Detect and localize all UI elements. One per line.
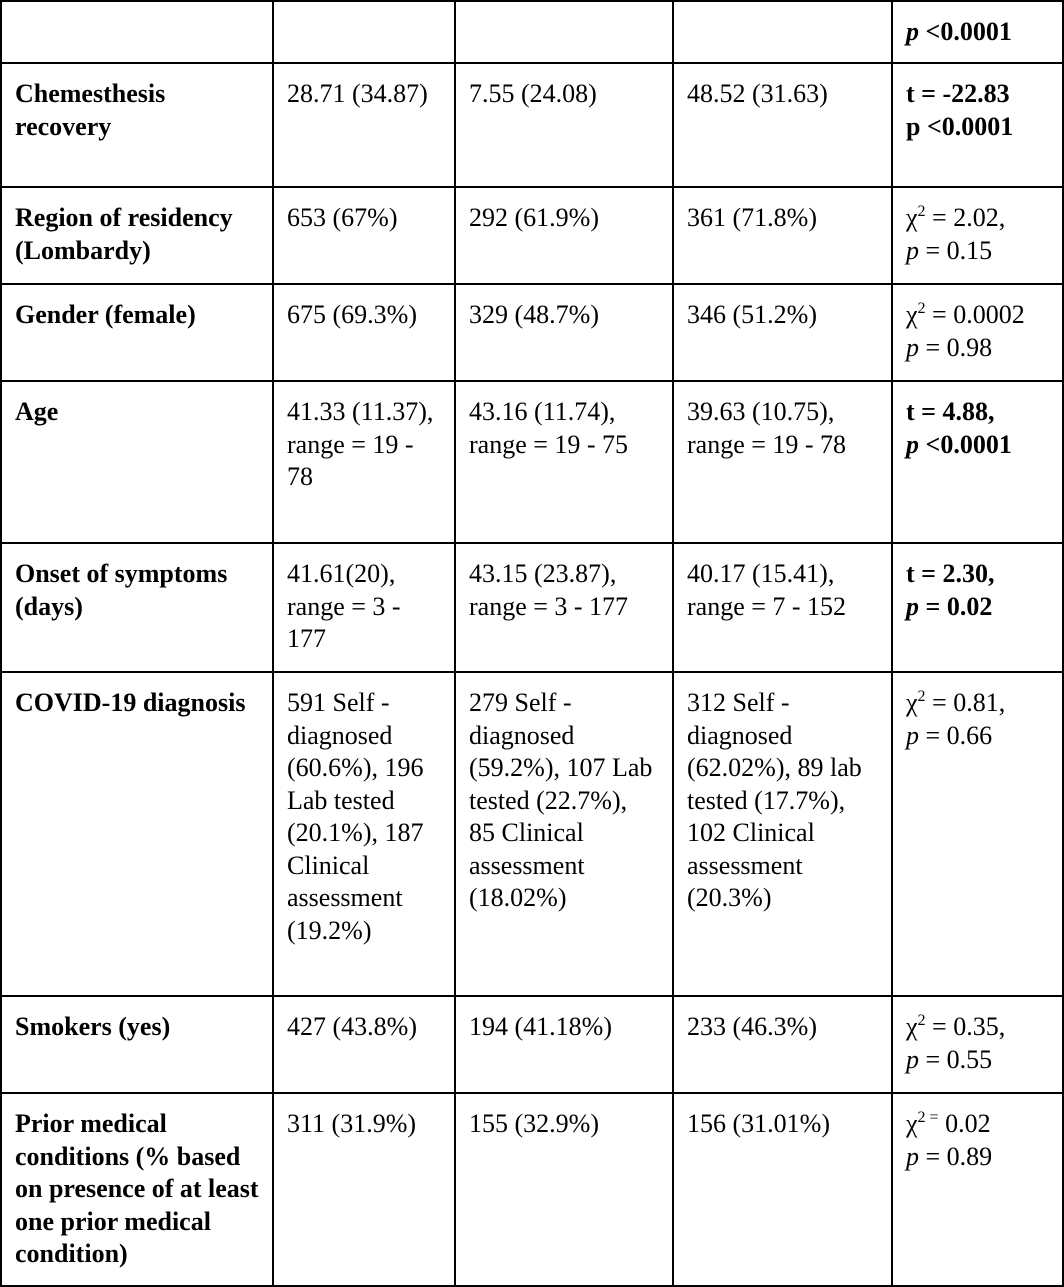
total-cell: 675 (69.3%)	[273, 284, 455, 381]
table-row	[1, 381, 1063, 543]
chi-symbol: χ	[906, 688, 918, 717]
group2-cell	[673, 1, 892, 63]
table-row	[1, 1093, 1063, 1286]
chi-superscript: 2 =	[917, 1109, 939, 1126]
p-symbol: p	[906, 332, 919, 362]
table-row	[1, 1, 1063, 63]
chi-symbol: χ	[906, 203, 918, 232]
chi-superscript: 2	[917, 203, 926, 220]
chi-value: = 0.81,	[925, 688, 1006, 717]
row-label-cell: Chemesthesis recovery	[1, 63, 273, 187]
chi-value: = 0.35,	[925, 1012, 1006, 1041]
group2-cell: 39.63 (10.75), range = 19 - 78	[673, 381, 892, 543]
p-symbol: p	[906, 1044, 919, 1074]
total-cell: 653 (67%)	[273, 187, 455, 284]
t-statistic: t = -22.83	[906, 79, 1010, 108]
group1-cell: 7.55 (24.08)	[455, 63, 673, 187]
chi-symbol: χ	[906, 1109, 918, 1138]
statistic-cell	[892, 284, 1063, 381]
p-value: = 0.02	[919, 591, 993, 621]
statistic-cell	[892, 187, 1063, 284]
row-label-cell: Prior medical conditions (% based on presence of at least one prior medical condition)	[1, 1093, 273, 1286]
p-value: = 0.55	[919, 1044, 993, 1074]
chi-symbol: χ	[906, 300, 918, 329]
p-symbol: p	[906, 17, 919, 46]
table-row	[1, 996, 1063, 1093]
group1-cell: 329 (48.7%)	[455, 284, 673, 381]
chi-value: 0.02	[938, 1109, 991, 1138]
t-statistic: t = 2.30,	[906, 559, 995, 588]
p-value: = 0.15	[919, 235, 993, 265]
table-row	[1, 543, 1063, 672]
total-cell: 591 Self - diagnosed (60.6%), 196 Lab tested (20.1%), 187 Clinical assessment (19.2%)	[273, 672, 455, 996]
row-label-cell: Gender (female)	[1, 284, 273, 381]
row-label-cell: Region of residency (Lombardy)	[1, 187, 273, 284]
group2-cell: 312 Self - diagnosed (62.02%), 89 lab tested (17.7%), 102 Clinical assessment (20.3%)	[673, 672, 892, 996]
statistic-cell	[892, 672, 1063, 996]
p-symbol: p	[906, 429, 919, 459]
total-cell: 28.71 (34.87)	[273, 63, 455, 187]
statistic-cell	[892, 1093, 1063, 1286]
total-cell: 311 (31.9%)	[273, 1093, 455, 1286]
p-value: <0.0001	[919, 429, 1012, 459]
group1-cell: 279 Self - diagnosed (59.2%), 107 Lab tested (22.7%), 85 Clinical assessment (18.02%)	[455, 672, 673, 996]
total-cell: 41.33 (11.37), range = 19 - 78	[273, 381, 455, 543]
chi-value: = 2.02,	[925, 203, 1006, 232]
t-statistic: t = 4.88,	[906, 397, 995, 426]
group2-cell: 233 (46.3%)	[673, 996, 892, 1093]
p-symbol: p	[906, 235, 919, 265]
chi-superscript: 2	[917, 1012, 926, 1029]
table-row	[1, 284, 1063, 381]
group1-cell: 155 (32.9%)	[455, 1093, 673, 1286]
row-label-cell	[1, 1, 273, 63]
group2-cell: 48.52 (31.63)	[673, 63, 892, 187]
statistic-cell	[892, 63, 1063, 187]
p-value: = 0.66	[919, 720, 993, 750]
total-cell: 41.61(20), range = 3 - 177	[273, 543, 455, 672]
table-row	[1, 672, 1063, 996]
row-label-cell: Smokers (yes)	[1, 996, 273, 1093]
chi-superscript: 2	[917, 688, 926, 705]
chi-value: = 0.0002	[925, 300, 1025, 329]
p-value: <0.0001	[919, 17, 1012, 46]
statistic-cell	[892, 381, 1063, 543]
row-label-cell: Age	[1, 381, 273, 543]
table-row	[1, 187, 1063, 284]
p-symbol: p	[906, 720, 919, 750]
p-value: p <0.0001	[906, 111, 1014, 141]
group2-cell: 361 (71.8%)	[673, 187, 892, 284]
group2-cell: 346 (51.2%)	[673, 284, 892, 381]
group2-cell: 40.17 (15.41), range = 7 - 152	[673, 543, 892, 672]
group1-cell: 43.15 (23.87), range = 3 - 177	[455, 543, 673, 672]
group1-cell: 43.16 (11.74), range = 19 - 75	[455, 381, 673, 543]
total-cell: 427 (43.8%)	[273, 996, 455, 1093]
p-symbol: p	[906, 591, 919, 621]
p-value: = 0.98	[919, 332, 993, 362]
row-label-cell: COVID-19 diagnosis	[1, 672, 273, 996]
statistic-cell	[892, 1, 1063, 63]
table-row	[1, 63, 1063, 187]
p-value: = 0.89	[919, 1141, 993, 1171]
group1-cell: 292 (61.9%)	[455, 187, 673, 284]
group2-cell: 156 (31.01%)	[673, 1093, 892, 1286]
total-cell	[273, 1, 455, 63]
p-symbol: p	[906, 1141, 919, 1171]
row-label-cell: Onset of symptoms (days)	[1, 543, 273, 672]
group1-cell	[455, 1, 673, 63]
group1-cell: 194 (41.18%)	[455, 996, 673, 1093]
statistic-cell	[892, 543, 1063, 672]
statistic-cell	[892, 996, 1063, 1093]
chi-superscript: 2	[917, 300, 926, 317]
chi-symbol: χ	[906, 1012, 918, 1041]
